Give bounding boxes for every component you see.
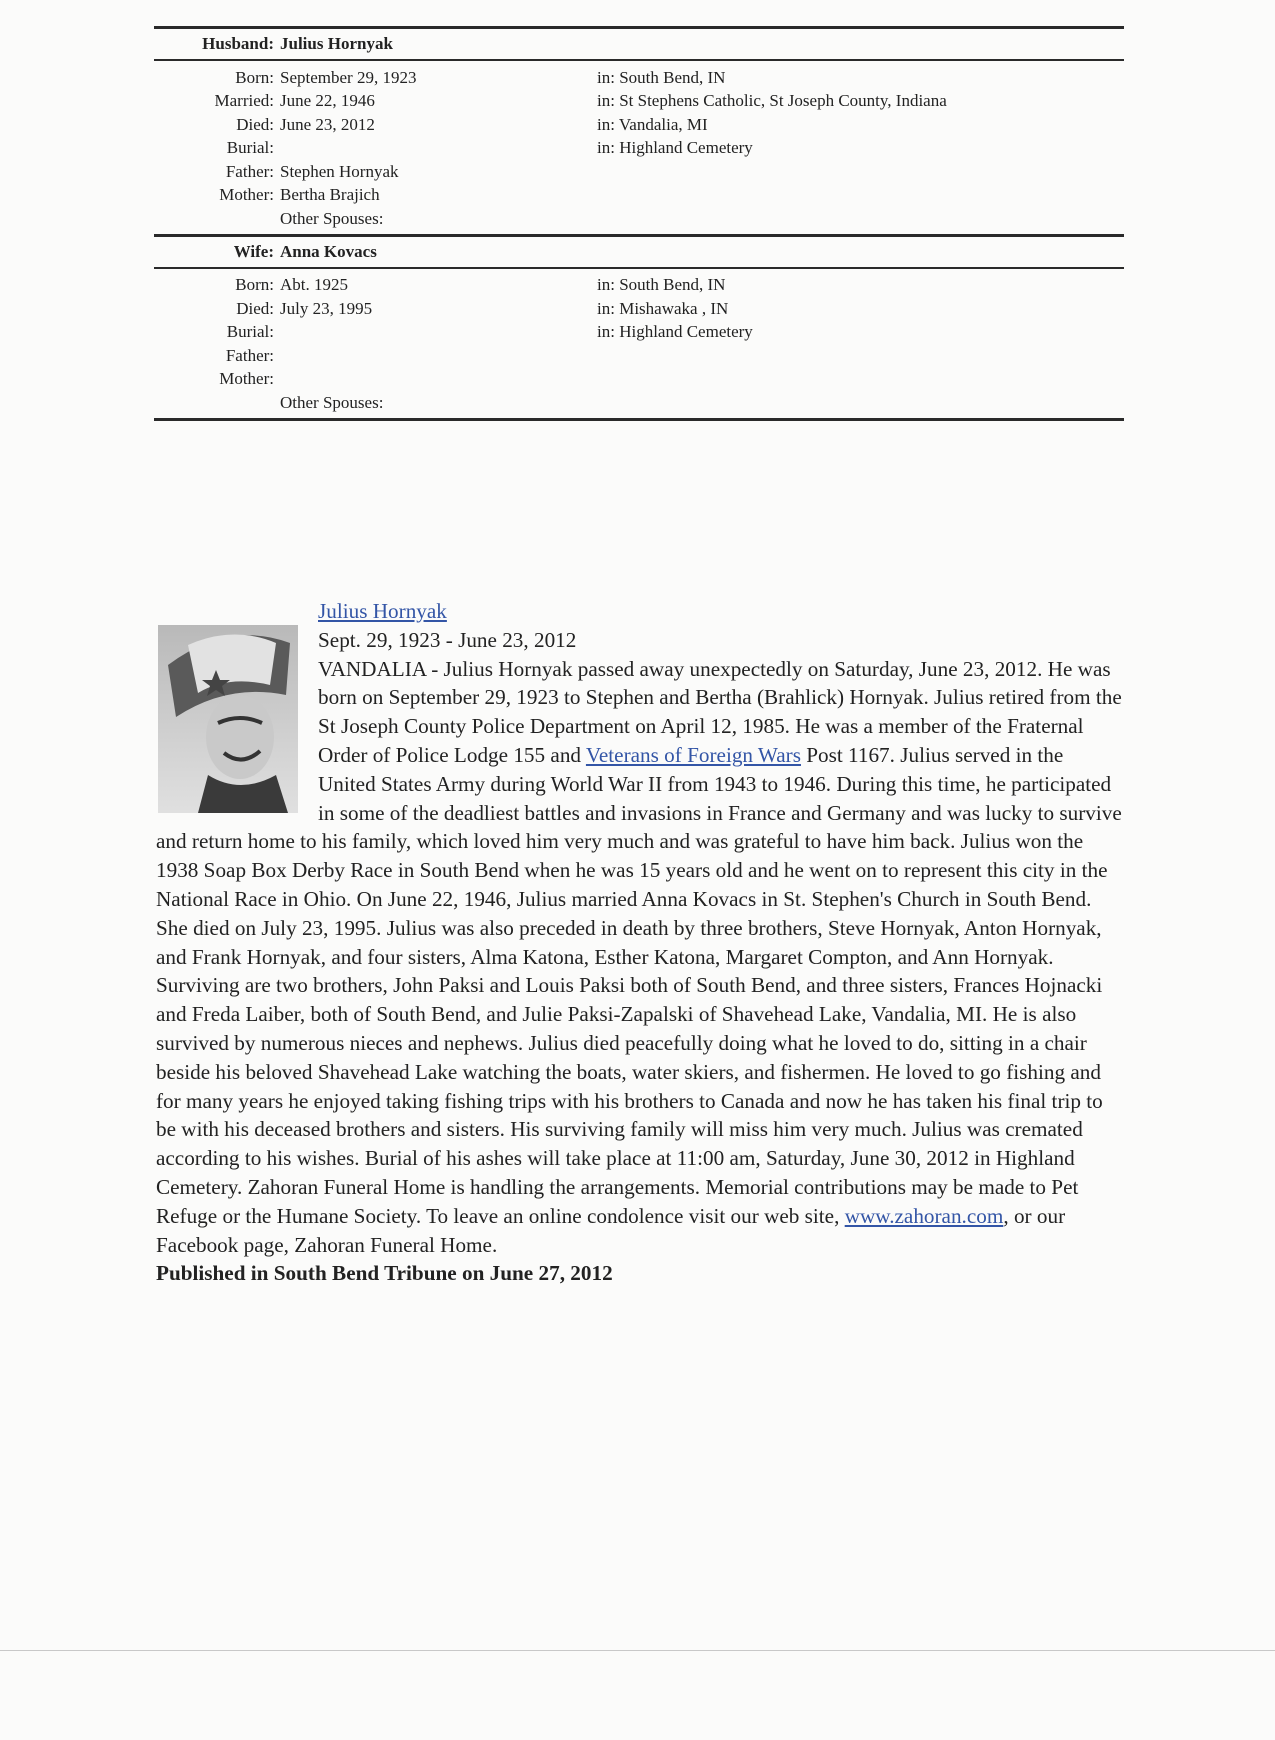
- husband-name: Julius Hornyak: [280, 34, 393, 53]
- field-label: Mother:: [219, 185, 274, 205]
- wife-row: [154, 321, 1124, 345]
- portrait-image: [158, 625, 298, 813]
- location-prefix: in:: [597, 275, 615, 295]
- field-value: Other Spouses:: [280, 208, 384, 228]
- field-value: June 22, 1946: [280, 91, 375, 111]
- field-label: Burial:: [226, 138, 274, 158]
- field-value: Abt. 1925: [280, 275, 348, 295]
- published-note: Published in South Bend Tribune on June 27, 2012: [156, 1261, 613, 1286]
- location-place: Highland Cemetery: [619, 322, 753, 342]
- zahoran-web-link[interactable]: www.zahoran.com: [844, 1203, 1004, 1228]
- wife-row: [154, 274, 1124, 298]
- field-location: [597, 138, 1124, 158]
- bottom-rule: [154, 418, 1124, 421]
- field-label: Father:: [225, 161, 274, 181]
- location-place: South Bend, IN: [619, 275, 726, 295]
- field-value: July 23, 1995: [280, 298, 373, 318]
- field-label: Born:: [235, 67, 274, 87]
- wife-row: [154, 297, 1124, 321]
- husband-row: [154, 184, 1124, 208]
- husband-row: [154, 137, 1124, 161]
- wife-details: [154, 269, 1124, 418]
- wife-name: Anna Kovacs: [280, 241, 377, 261]
- field-label: Father:: [225, 345, 274, 365]
- location-place: Mishawaka , IN: [619, 298, 729, 318]
- portrait-photo: [158, 625, 298, 813]
- wife-row: [154, 368, 1124, 392]
- location-prefix: in:: [597, 298, 615, 318]
- field-location: [597, 115, 1124, 135]
- location-prefix: in:: [597, 138, 615, 158]
- wife-label: Wife:: [233, 241, 274, 261]
- wife-header: [154, 237, 1124, 267]
- field-label: Died:: [236, 114, 274, 134]
- husband-label: Husband:: [202, 34, 274, 53]
- wife-row: [154, 344, 1124, 368]
- location-prefix: in:: [597, 67, 615, 87]
- page-edge-line: [0, 1650, 1275, 1651]
- husband-row: [154, 66, 1124, 90]
- field-value: September 29, 1923: [280, 67, 417, 87]
- location-prefix: in:: [597, 322, 615, 342]
- location-place: Vandalia, MI: [618, 114, 708, 134]
- obituary-text-3: , or our Facebook page, Zahoran Funeral Home.: [156, 1203, 1066, 1257]
- obituary-text-1: VANDALIA - Julius Hornyak passed away unexpectedly on Saturday, June 23, 2012. He was born on September 29, 1923 to Stephen and Bertha (Brahlick) Hornyak. Julius retired from the St Joseph County Police Department on April 12, 1985. He was a member of the Fraternal Order of Police Lodge 155 and: [318, 656, 1122, 767]
- field-label: Burial:: [226, 322, 274, 342]
- field-label: Born:: [235, 275, 274, 295]
- husband-header: [154, 29, 1124, 59]
- husband-row: [154, 113, 1124, 137]
- family-group-record: [154, 26, 1124, 421]
- obituary-text-2: Post 1167. Julius served in the United States Army during World War II from 1943 to 1946. During this time, he participated in some of the deadliest battles and invasions in France and Germany and was lucky to survive and return home to his family, which loved him very much and was grateful to have him back. Julius won the 1938 Soap Box Derby Race in South Bend when he was 15 years old and he went on to represent this city in the National Race in Ohio. On June 22, 1946, Julius married Anna Kovacs in St. Stephen's Church in South Bend. She died on July 23, 1995. Julius was also preceded in death by three brothers, Steve Hornyak, Anton Hornyak, and Frank Hornyak, and four sisters, Alma Katona, Esther Katona, Margaret Compton, and Ann Hornyak. Surviving are two brothers, John Paksi and Louis Paksi both of South Bend, and three sisters, Frances Hojnacki and Freda Laiber, both of South Bend, and Julie Paksi-Zapalski of Shavehead Lake, Vandalia, MI. He is also survived by numerous nieces and nephews. Julius died peacefully doing what he loved to do, sitting in a chair beside his beloved Shavehead Lake watching the boats, water skiers, and fishermen. He loved to go fishing and for many years he enjoyed taking fishing trips with his brothers to Canada and now he has taken his final trip to be with his deceased brothers and sisters. His surviving family will miss him very much. Julius was cremated according to his wishes. Burial of his ashes will take place at 11:00 am, Saturday, June 30, 2012 in Highland Cemetery. Zahoran Funeral Home is handling the arrangements. Memorial contributions may be made to Pet Refuge or the Humane Society. To leave an online condolence visit our web site,: [156, 742, 1122, 1228]
- field-value: Bertha Brajich: [280, 185, 380, 205]
- field-value: June 23, 2012: [280, 114, 375, 134]
- field-location: [597, 275, 1124, 295]
- field-label: Married:: [214, 91, 274, 111]
- field-location: [597, 299, 1124, 319]
- field-label: Died:: [236, 298, 274, 318]
- location-place: St Stephens Catholic, St Joseph County, Indiana: [619, 91, 947, 111]
- field-location: [597, 91, 1124, 111]
- husband-row: [154, 207, 1124, 231]
- obituary-name-link[interactable]: Julius Hornyak: [318, 599, 447, 623]
- location-place: Highland Cemetery: [619, 138, 753, 158]
- wife-row: [154, 391, 1124, 415]
- husband-row: [154, 90, 1124, 114]
- field-value: Other Spouses:: [280, 392, 384, 412]
- field-label: Mother:: [219, 369, 274, 389]
- location-place: South Bend, IN: [619, 67, 726, 87]
- location-prefix: in:: [597, 114, 615, 134]
- vfw-link[interactable]: Veterans of Foreign Wars: [585, 742, 801, 767]
- husband-row: [154, 160, 1124, 184]
- field-location: [597, 68, 1124, 88]
- field-location: [597, 322, 1124, 342]
- obituary: [156, 597, 1126, 1288]
- location-prefix: in:: [597, 91, 615, 111]
- field-value: Stephen Hornyak: [280, 161, 399, 181]
- husband-details: [154, 61, 1124, 234]
- obituary-dates: Sept. 29, 1923 - June 23, 2012: [318, 627, 577, 652]
